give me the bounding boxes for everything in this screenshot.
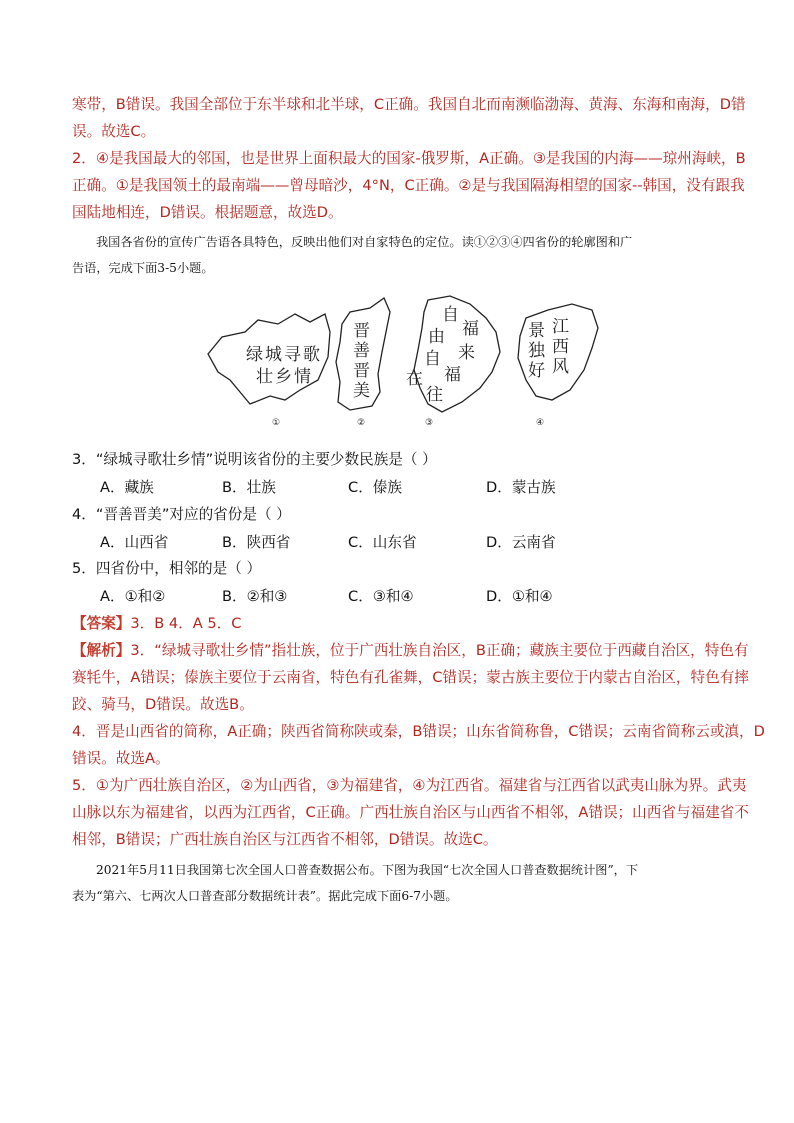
map-char: 美: [353, 381, 370, 401]
question-intro: 我国各省份的宣传广告语各具特色，反映出他们对自家特色的定位。读①②③④四省份的轮廓图和广: [96, 235, 633, 249]
option-d: D．蒙古族: [486, 479, 556, 496]
question-4: 4．“晋善晋美”对应的省份是（ ）: [72, 506, 291, 523]
analysis-tag: 【解析】: [72, 642, 131, 659]
map-guangxi: [208, 314, 330, 428]
answer-text: 3．B 4．A 5．C: [130, 615, 242, 632]
question-3: 3．“绿城寻歌壮乡情”说明该省份的主要少数民族是（ ）: [72, 451, 437, 468]
text-line: 跤、骑马，D错误。故选B。: [72, 696, 254, 713]
option-a: A．山西省: [100, 534, 169, 551]
map-char: 往: [426, 385, 443, 405]
analysis-text: 3．“绿城寻歌壮乡情”指壮族，位于广西壮族自治区，B正确；藏族主要位于西藏自治区，特色有: [130, 642, 749, 659]
map-char: 情: [294, 367, 311, 387]
option-b: B．壮族: [222, 479, 276, 496]
map-char: 景: [528, 321, 545, 341]
map-char: 由: [428, 327, 445, 347]
province-outline-maps: [200, 292, 610, 432]
map-char: 来: [458, 343, 475, 363]
map-char: 绿: [246, 345, 263, 365]
option-d: D．①和④: [486, 588, 553, 605]
map-char: 晋: [353, 361, 370, 381]
map-char: 在: [406, 369, 423, 389]
map-number: ④: [536, 418, 545, 428]
map-number: ②: [357, 418, 366, 428]
map-char: 福: [444, 365, 461, 385]
question-intro: 告语，完成下面3-5小题。: [72, 261, 214, 275]
map-char: 自: [424, 349, 441, 369]
option-c: C．③和④: [348, 588, 414, 605]
map-fujian: [406, 296, 500, 428]
text-line: 国陆地相连，D错误。根据题意，故选D。: [72, 204, 343, 221]
text-line: 4．晋是山西省的简称，A正确；陕西省简称陕或秦，B错误；山东省简称鲁，C错误；云南省简称云或滇，D: [72, 723, 765, 740]
question-5: 5．四省份中，相邻的是（ ）: [72, 560, 262, 577]
map-char: 乡: [275, 367, 292, 387]
option-a: A．①和②: [100, 588, 166, 605]
option-c: C．傣族: [348, 479, 402, 496]
map-char: 好: [528, 361, 545, 381]
map-number: ①: [272, 418, 281, 428]
map-number: ③: [425, 418, 434, 428]
text-line: 山脉以东为福建省，以西为江西省，C正确。广西壮族自治区与山西省不相邻，A错误；山西省与福建省不: [72, 804, 749, 821]
text-line: 5．①为广西壮族自治区，②为山西省，③为福建省，④为江西省。福建省与江西省以武夷山脉为界。武夷: [72, 777, 747, 794]
map-char: 晋: [353, 321, 370, 341]
option-a: A．藏族: [100, 479, 154, 496]
map-char: 歌: [303, 345, 320, 365]
map-jiangxi: [518, 304, 598, 428]
map-shanxi: [336, 298, 390, 428]
map-char: 自: [442, 305, 459, 325]
analysis-line: [72, 641, 749, 661]
option-c: C．山东省: [348, 534, 417, 551]
text-line: 赛牦牛，A错误；傣族主要位于云南省，特色有孔雀舞，C错误；蒙古族主要位于内蒙古自治区，特色有摔: [72, 669, 749, 686]
answer-line: [72, 614, 242, 634]
map-char: 福: [462, 319, 479, 339]
map-char: 独: [528, 341, 545, 361]
map-char: 风: [552, 357, 569, 377]
map-char: 江: [552, 317, 569, 337]
text-line: 错误。故选A。: [72, 750, 170, 767]
text-line: 正确。①是我国领土的最南端——曾母暗沙，4°N，C正确。②是与我国隔海相望的国家--韩国，没有跟我: [72, 177, 745, 194]
map-char: 城: [265, 345, 282, 365]
text-line: 相邻，B错误；广西壮族自治区与江西省不相邻，D错误。故选C。: [72, 831, 498, 848]
question-intro: 2021年5月11日我国第七次全国人口普查数据公布。下图为我国“七次全国人口普查数据统计图”，下: [96, 863, 639, 877]
map-char: 善: [353, 341, 370, 361]
text-line: 误。故选C。: [72, 123, 156, 140]
text-line: 寒带，B错误。我国全部位于东半球和北半球，C正确。我国自北而南濒临渤海、黄海、东海和南海，D错: [72, 96, 746, 113]
option-b: B．②和③: [222, 588, 288, 605]
map-char: 西: [552, 337, 569, 357]
option-d: D．云南省: [486, 534, 556, 551]
text-line: 2．④是我国最大的邻国，也是世界上面积最大的国家-俄罗斯，A正确。③是我国的内海——琼州海峡，B: [72, 150, 746, 167]
question-intro: 表为“第六、七两次人口普查部分数据统计表”。据此完成下面6-7小题。: [72, 889, 458, 903]
option-b: B．陕西省: [222, 534, 291, 551]
map-char: 寻: [284, 345, 301, 365]
answer-tag: 【答案】: [72, 615, 131, 632]
map-char: 壮: [256, 367, 273, 387]
